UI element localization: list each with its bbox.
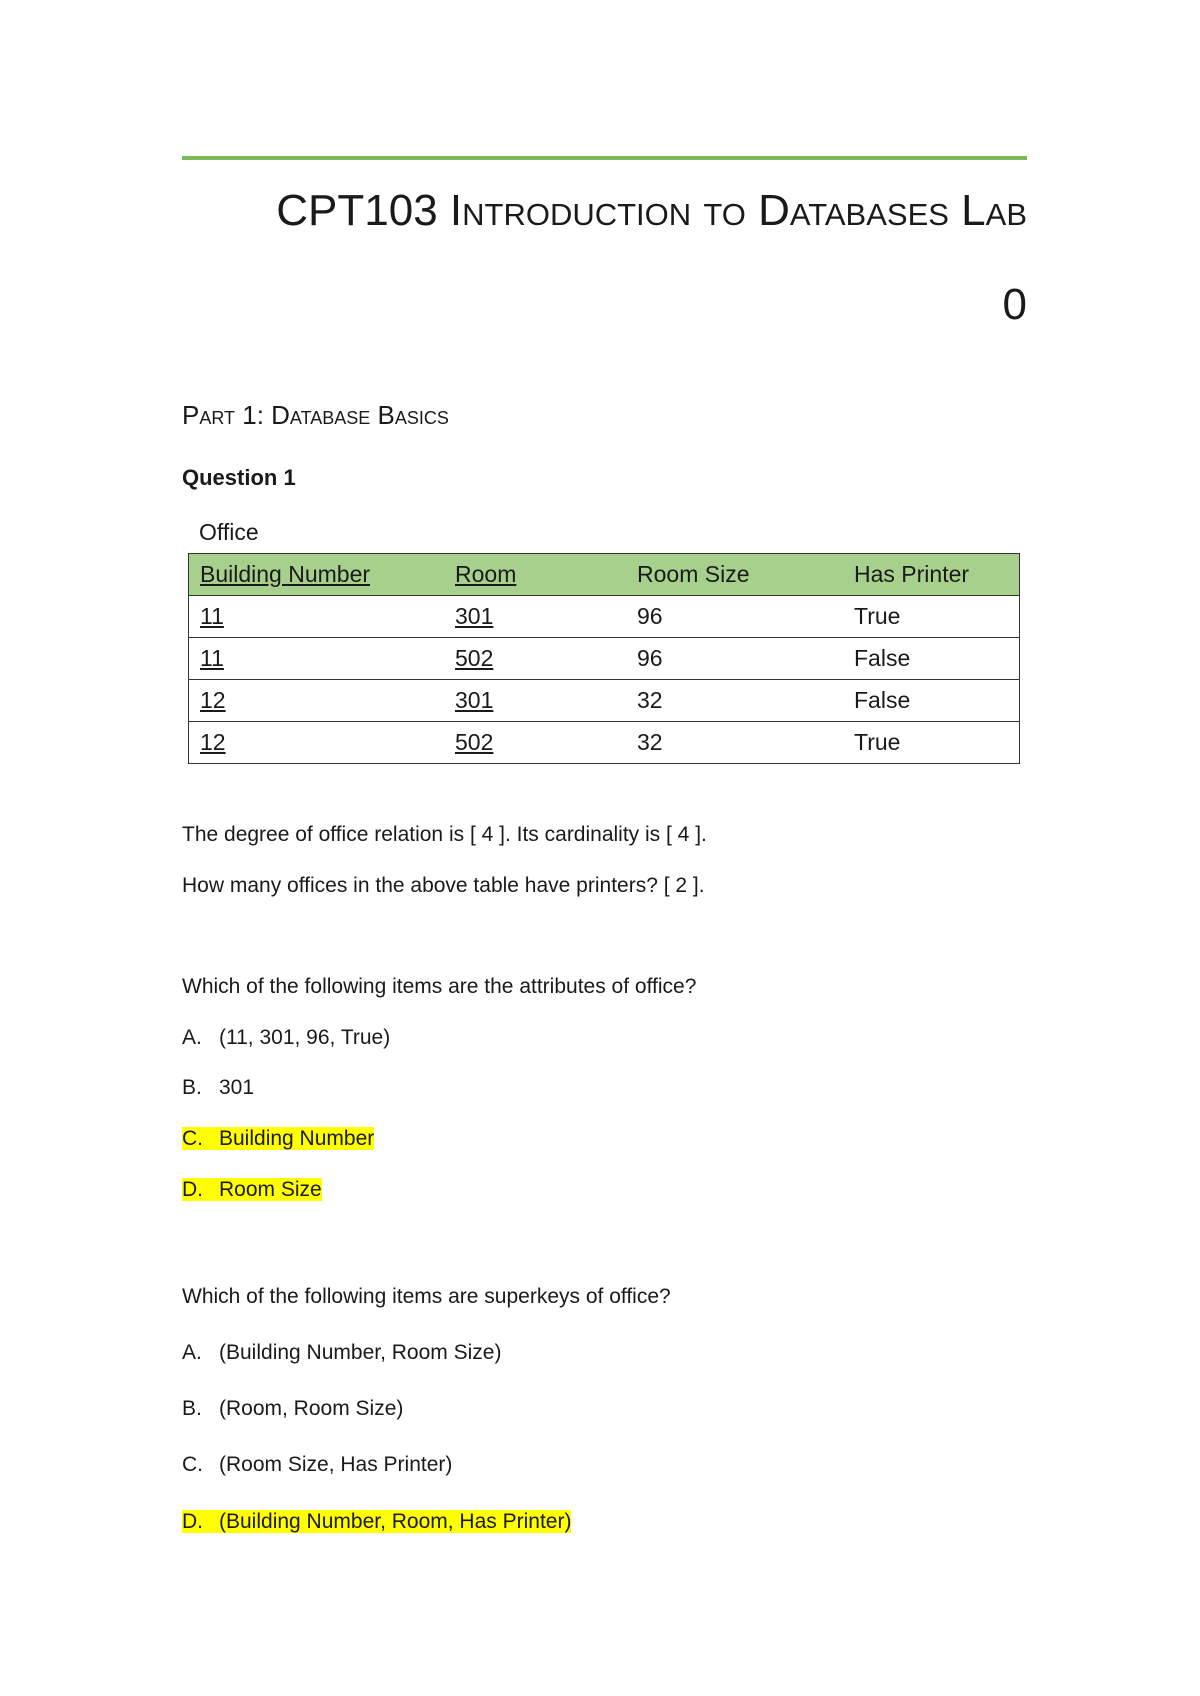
option-text-highlighted: (Building Number, Room, Has Printer) (219, 1510, 572, 1533)
cell-has-printer: False (843, 680, 1020, 722)
option-text: (Room Size, Has Printer) (219, 1453, 453, 1476)
header-building-number: Building Number (189, 554, 445, 596)
cell-room: 502 (444, 638, 626, 680)
document-title-number: 0 (1002, 280, 1027, 329)
option-letter: B. (182, 1076, 202, 1099)
table-row (189, 638, 1020, 680)
office-table (188, 553, 1020, 764)
option-letter: B. (182, 1397, 202, 1420)
table-row (189, 596, 1020, 638)
cell-room: 301 (444, 680, 626, 722)
cell-building-number: 11 (189, 596, 445, 638)
superkeys-option-b (182, 1397, 403, 1421)
question-label: Question 1 (182, 465, 296, 490)
attributes-option-c (182, 1127, 374, 1151)
title-rule (182, 156, 1027, 160)
table-row (189, 722, 1020, 764)
superkeys-prompt: Which of the following items are superkeys of office? (182, 1285, 671, 1308)
option-text: (11, 301, 96, True) (219, 1026, 391, 1049)
cell-building-number: 12 (189, 722, 445, 764)
option-text-highlighted: Room Size (219, 1178, 322, 1201)
cell-building-number: 11 (189, 638, 445, 680)
cell-room: 502 (444, 722, 626, 764)
option-letter: A. (182, 1026, 202, 1049)
option-letter: A. (182, 1341, 202, 1364)
superkeys-option-c (182, 1453, 452, 1477)
header-room: Room (444, 554, 626, 596)
table-row (189, 680, 1020, 722)
option-text: 301 (219, 1076, 255, 1099)
option-letter: D. (182, 1178, 203, 1201)
option-letter: D. (182, 1510, 203, 1533)
cell-has-printer: False (843, 638, 1020, 680)
cell-room-size: 96 (626, 596, 843, 638)
attributes-option-d (182, 1178, 322, 1202)
document-title: CPT103 Introduction to Databases Lab (276, 186, 1027, 235)
degree-sentence: The degree of office relation is [ 4 ]. Its cardinality is [ 4 ]. (182, 823, 707, 846)
option-text: (Building Number, Room Size) (219, 1341, 502, 1364)
option-letter: C. (182, 1453, 203, 1476)
attributes-option-b (182, 1076, 254, 1100)
cell-room-size: 32 (626, 680, 843, 722)
option-text: (Room, Room Size) (219, 1397, 404, 1420)
printers-sentence: How many offices in the above table have printers? [ 2 ]. (182, 874, 705, 897)
header-has-printer: Has Printer (843, 554, 1020, 596)
part-heading: Part 1: Database Basics (182, 400, 449, 430)
attributes-prompt: Which of the following items are the attributes of office? (182, 975, 697, 998)
cell-room: 301 (444, 596, 626, 638)
option-letter: C. (182, 1127, 203, 1150)
header-room-size: Room Size (626, 554, 843, 596)
table-header-row (189, 554, 1020, 596)
cell-room-size: 96 (626, 638, 843, 680)
table-caption: Office (199, 519, 259, 545)
cell-room-size: 32 (626, 722, 843, 764)
cell-building-number: 12 (189, 680, 445, 722)
cell-has-printer: True (843, 722, 1020, 764)
cell-has-printer: True (843, 596, 1020, 638)
superkeys-option-a (182, 1341, 501, 1365)
superkeys-option-d (182, 1510, 571, 1534)
attributes-option-a (182, 1026, 390, 1050)
option-text-highlighted: Building Number (219, 1127, 375, 1150)
